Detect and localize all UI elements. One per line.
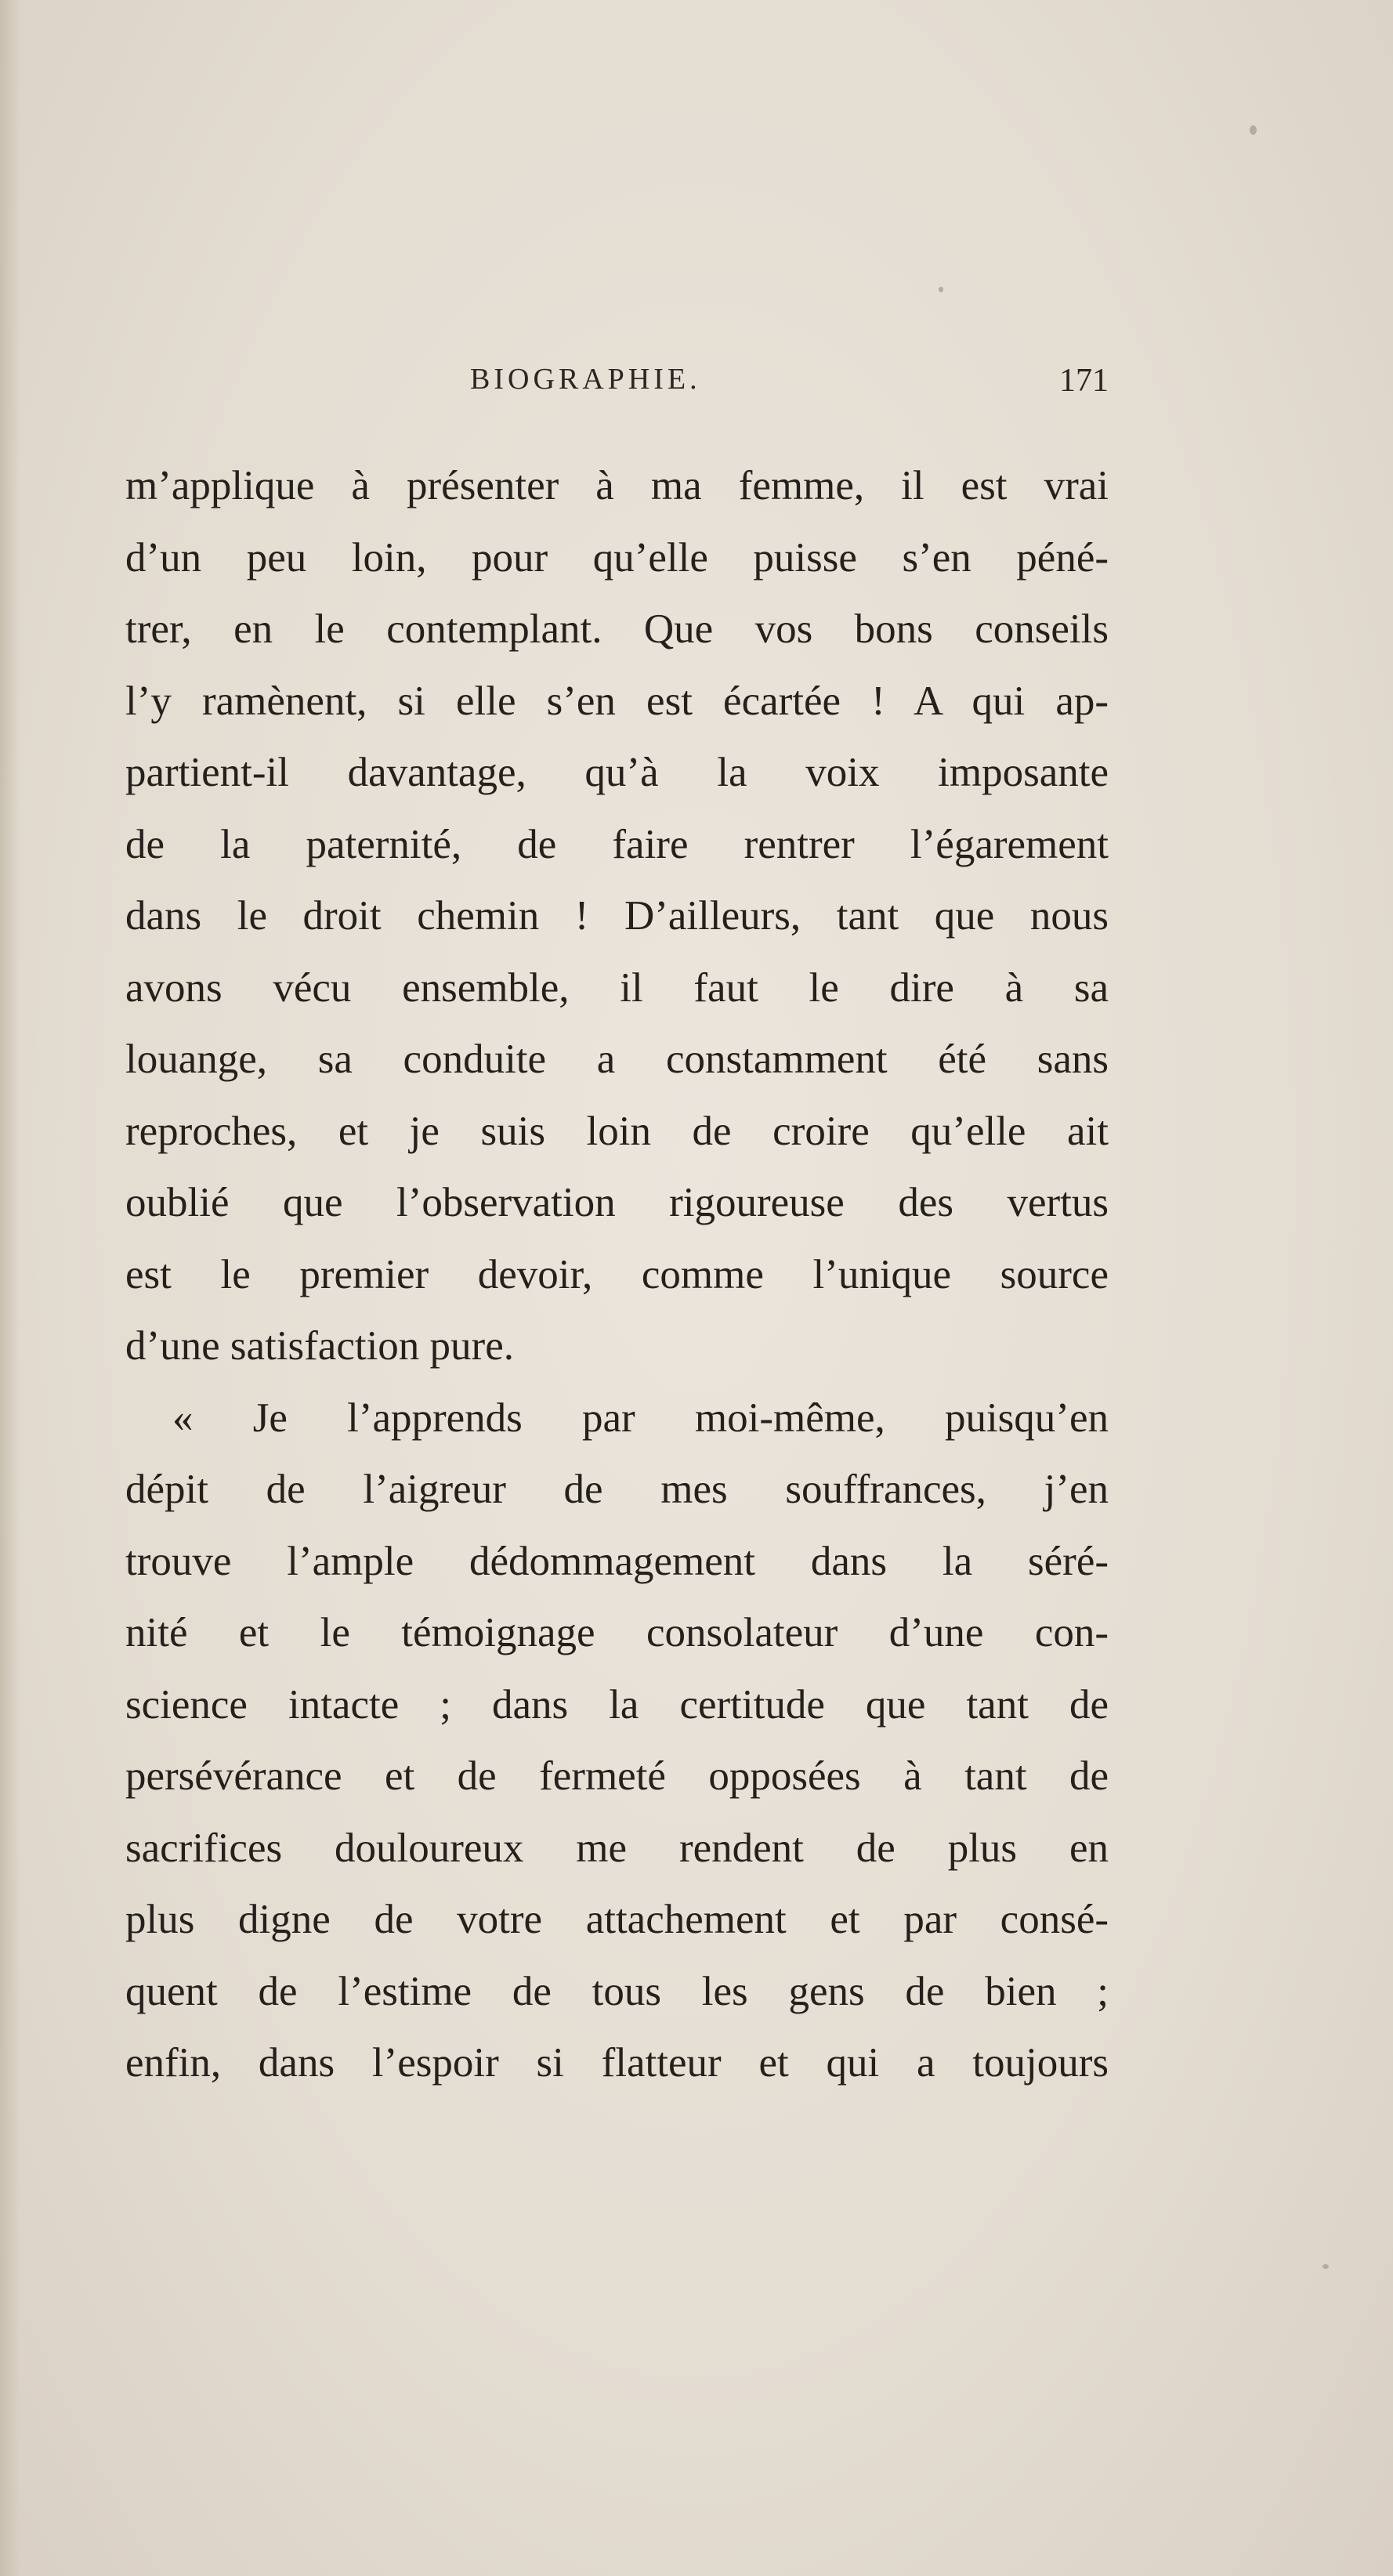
text-line: de la paternité, de faire rentrer l’égarement: [125, 821, 1109, 867]
text-line: l’y ramènent, si elle s’en est écartée ! A qui ap-: [125, 678, 1109, 724]
running-head: BIOGRAPHIE.: [470, 363, 701, 396]
text-line: nité et le témoignage consolateur d’une con-: [125, 1610, 1109, 1655]
text-line: m’applique à présenter à ma femme, il est vrai: [125, 463, 1109, 508]
text-line: dans le droit chemin ! D’ailleurs, tant que nous: [125, 893, 1109, 939]
text-line: quent de l’estime de tous les gens de bien ;: [125, 1968, 1109, 2014]
text-line: partient-il davantage, qu’à la voix imposante: [125, 750, 1109, 795]
text-line: est le premier devoir, comme l’unique source: [125, 1251, 1109, 1297]
text-line: trouve l’ample dédommagement dans la séré-: [125, 1538, 1109, 1584]
page-header: [125, 362, 1109, 409]
text-line: persévérance et de fermeté opposées à tant de: [125, 1753, 1109, 1799]
text-line: oublié que l’observation rigoureuse des vertus: [125, 1180, 1109, 1225]
body-text: [125, 450, 1109, 2100]
text-line: enfin, dans l’espoir si flatteur et qui a toujours: [125, 2040, 1109, 2086]
paper-speck: [939, 287, 943, 292]
page-edge-shadow: [0, 0, 20, 2576]
text-line: dépit de l’aigreur de mes souffrances, j’en: [125, 1467, 1109, 1512]
paragraph-start-line: « Je l’apprends par moi-même, puisqu’en: [172, 1395, 1109, 1441]
text-line: louange, sa conduite a constamment été sans: [125, 1037, 1109, 1082]
paper-speck: [1322, 2264, 1329, 2269]
text-line: sacrifices douloureux me rendent de plus en: [125, 1825, 1109, 1871]
text-line: avons vécu ensemble, il faut le dire à sa: [125, 964, 1109, 1011]
text-line: reproches, et je suis loin de croire qu’elle ait: [125, 1108, 1109, 1154]
text-line: plus digne de votre attachement et par consé-: [125, 1897, 1109, 1942]
text-line: science intacte ; dans la certitude que tant de: [125, 1681, 1109, 1728]
page-number: 171: [1059, 363, 1109, 399]
paper-speck: [1250, 125, 1257, 135]
text-line: d’un peu loin, pour qu’elle puisse s’en péné-: [125, 534, 1109, 581]
text-line: trer, en le contemplant. Que vos bons conseils: [125, 606, 1109, 652]
paragraph-end-line: d’une satisfaction pure.: [125, 1323, 514, 1369]
